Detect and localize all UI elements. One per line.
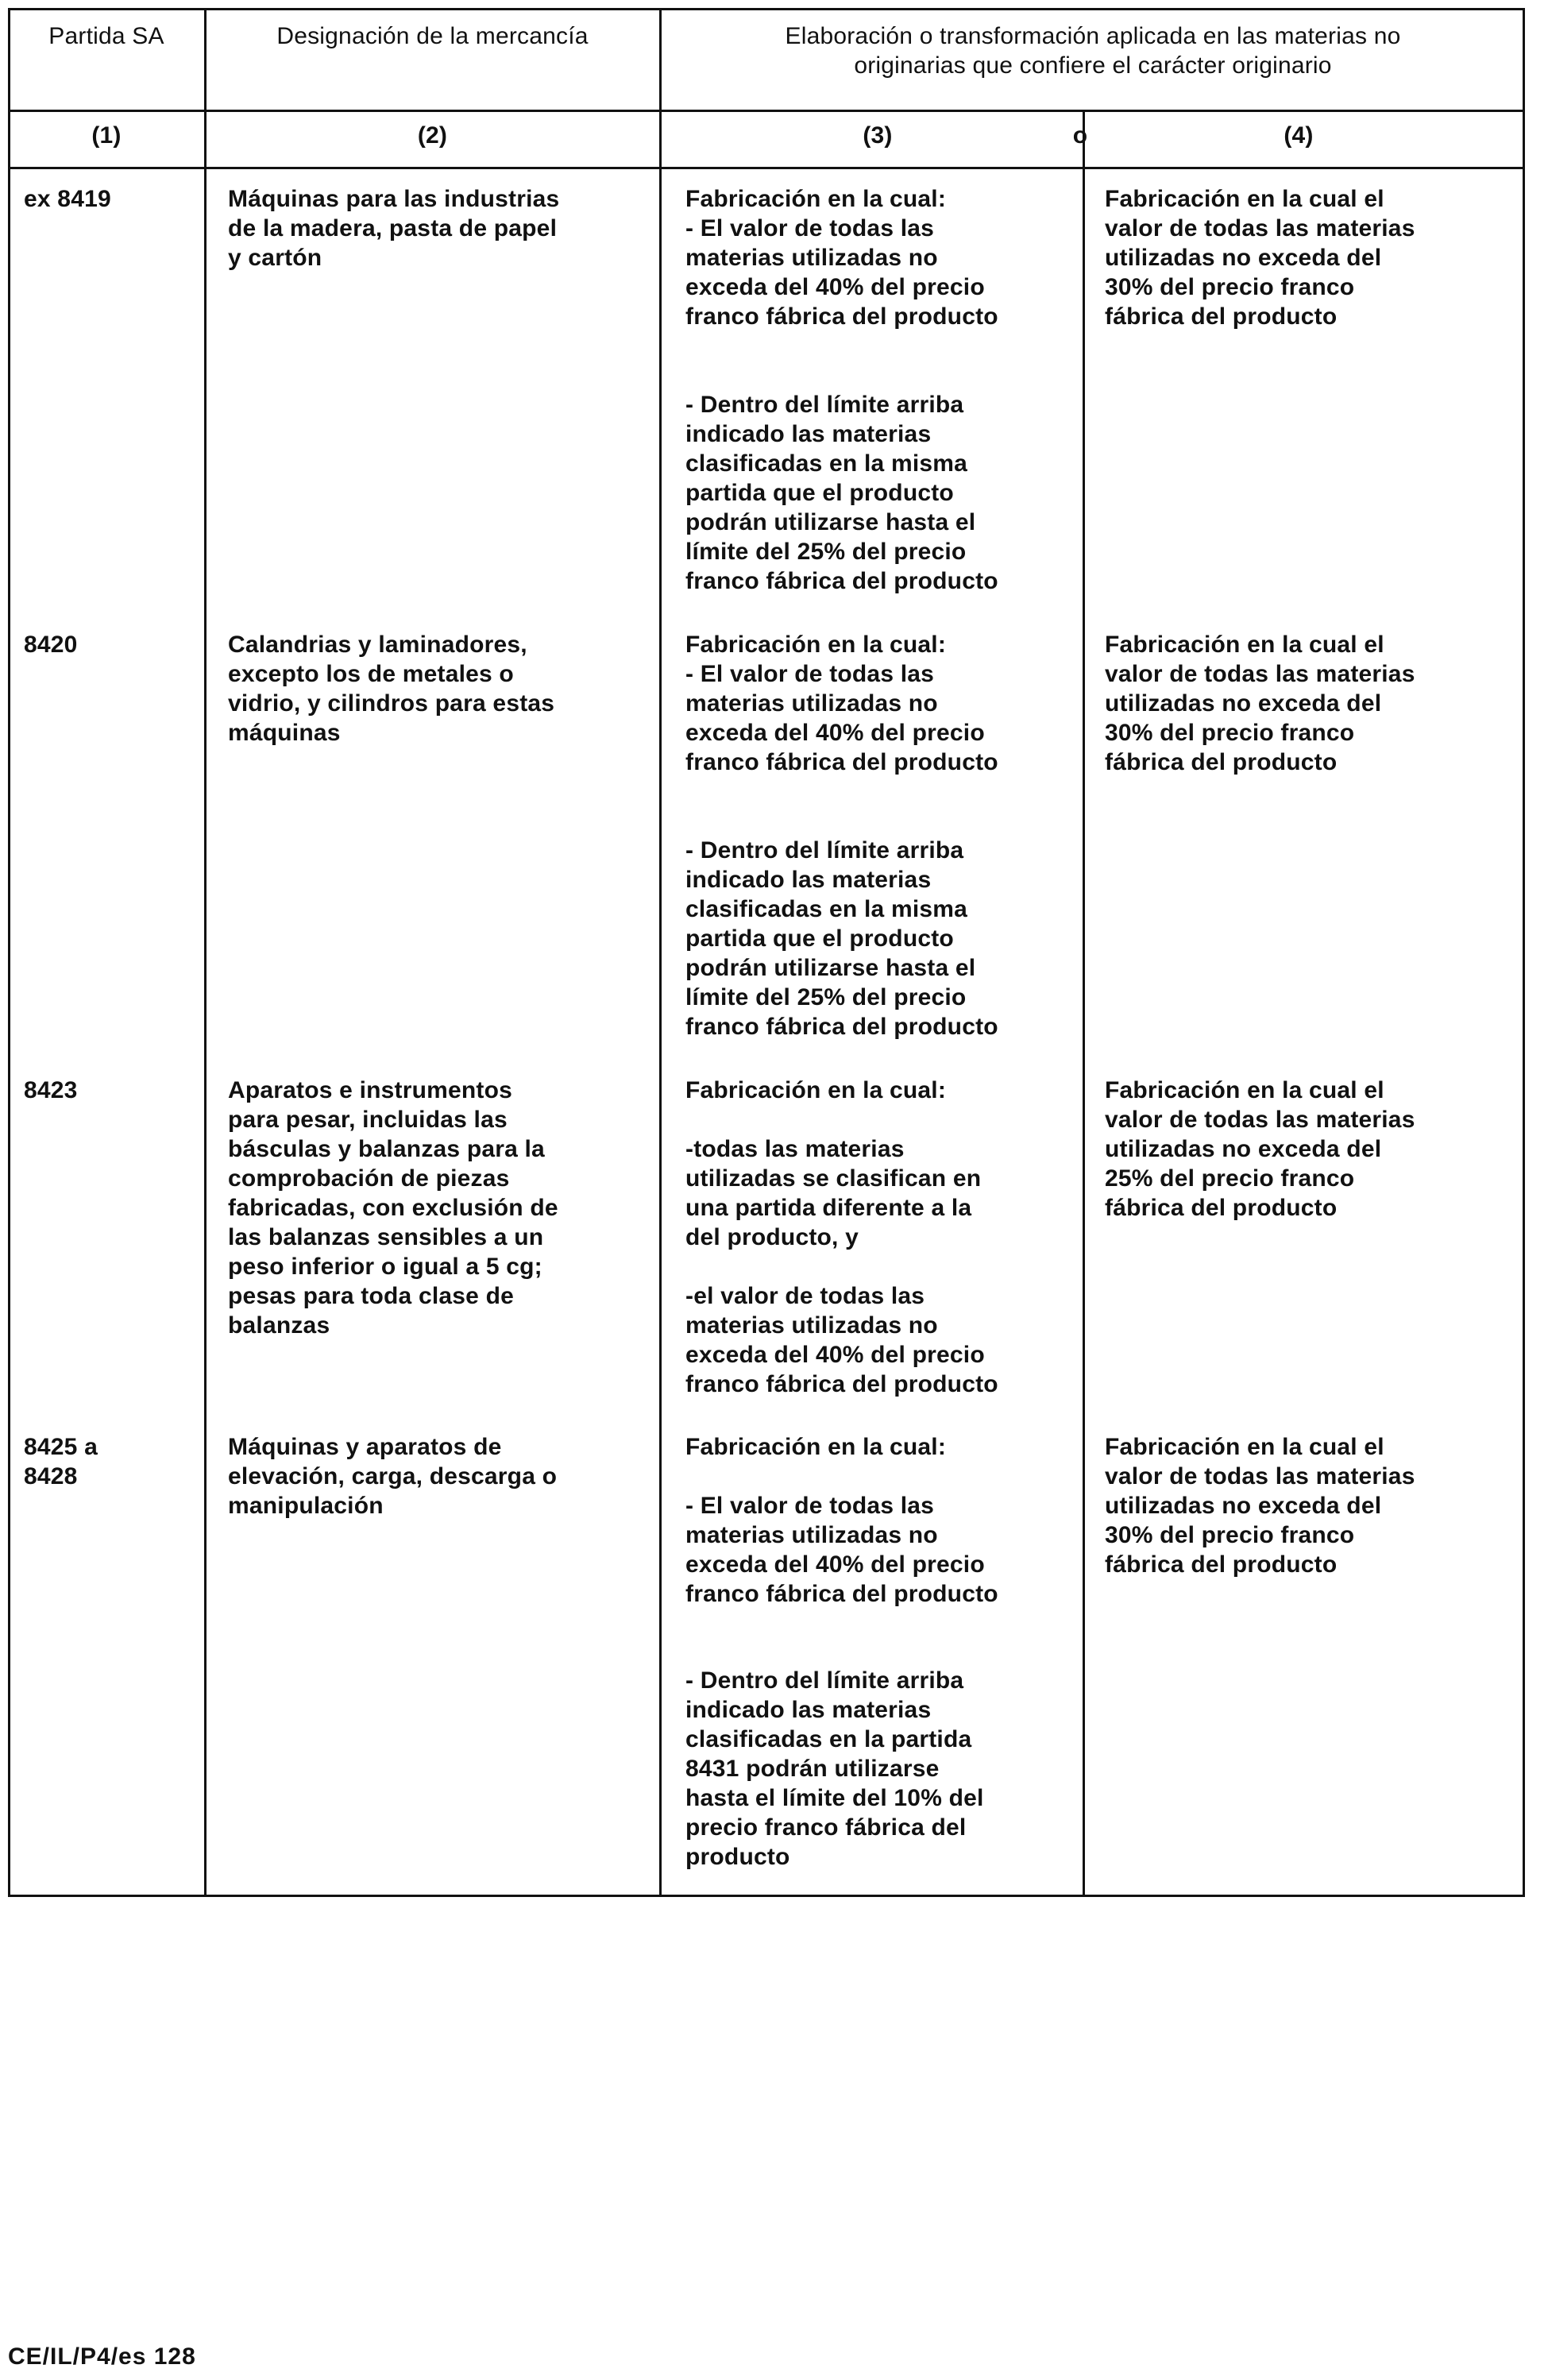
row-col4-rule: Fabricación en la cual el valor de todas las materias utilizadas no exceda del 30% del precio franco fábrica del producto [1105,632,1415,775]
row-designation: Máquinas y aparatos de elevación, carga, descarga o manipulación [228,1434,558,1519]
column-divider-1 [204,8,207,1897]
row-designation: Aparatos e instrumentos para pesar, incluidas las básculas y balanzas para la comprobación de piezas fabricadas, con exclusión de las balanzas sensibles a un peso inferior o igual a 5 cg; pesas para toda clase de balanzas [228,1077,558,1339]
header-num-2: (2) [417,122,448,149]
row-col3-rule: Fabricación en la cual: -todas las materias utilizadas se clasifican en una partida diferente a la del producto, y -el valor de todas las materias utilizadas no exceda del 40% del precio franco fábrica del producto [685,1077,998,1397]
header-num-1: (1) [91,122,122,149]
row-code: 8423 [24,1077,78,1103]
row-col3-rule: Fabricación en la cual: - El valor de todas las materias utilizadas no exceda del 40% del precio franco fábrica del producto [685,1434,998,1607]
header-num-3: (3) [863,122,893,149]
header-designacion: Designación de la mercancía [276,23,589,49]
row-col3-limit: - Dentro del límite arriba indicado las materias clasificadas en la misma partida que el producto podrán utilizarse hasta el límite del 25% del precio franco fábrica del producto [685,837,998,1040]
header-num-4: (4) [1284,122,1314,149]
header-partida-sa: Partida SA [48,23,164,49]
row-col3-rule: Fabricación en la cual: - El valor de todas las materias utilizadas no exceda del 40% del precio franco fábrica del producto [685,632,998,775]
header-or-label: o [1072,122,1088,149]
column-divider-3 [1083,111,1085,1897]
document-reference: CE/IL/P4/es 128 [8,2343,196,2370]
row-code: 8425 a 8428 [24,1434,98,1489]
row-code: ex 8419 [24,186,111,212]
column-divider-2 [659,8,662,1897]
row-col3-limit: - Dentro del límite arriba indicado las materias clasificadas en la misma partida que el producto podrán utilizarse hasta el límite del 25% del precio franco fábrica del producto [685,392,998,594]
row-col3-rule: Fabricación en la cual: - El valor de todas las materias utilizadas no exceda del 40% del precio franco fábrica del producto [685,186,998,330]
header-rule-2 [8,167,1525,169]
row-col4-rule: Fabricación en la cual el valor de todas las materias utilizadas no exceda del 25% del precio franco fábrica del producto [1105,1077,1415,1221]
row-designation: Calandrias y laminadores, excepto los de metales o vidrio, y cilindros para estas máquinas [228,632,555,746]
row-col3-limit: - Dentro del límite arriba indicado las materias clasificadas en la partida 8431 podrán utilizarse hasta el límite del 10% del precio franco fábrica del producto [685,1667,984,1870]
header-rule-1 [8,110,1525,112]
row-col4-rule: Fabricación en la cual el valor de todas las materias utilizadas no exceda del 30% del precio franco fábrica del producto [1105,186,1415,330]
header-elaboracion: Elaboración o transformación aplicada en las materias no originarias que confiere el carácter originario [785,23,1401,79]
row-col4-rule: Fabricación en la cual el valor de todas las materias utilizadas no exceda del 30% del precio franco fábrica del producto [1105,1434,1415,1578]
row-code: 8420 [24,632,78,658]
row-designation: Máquinas para las industrias de la madera, pasta de papel y cartón [228,186,560,271]
